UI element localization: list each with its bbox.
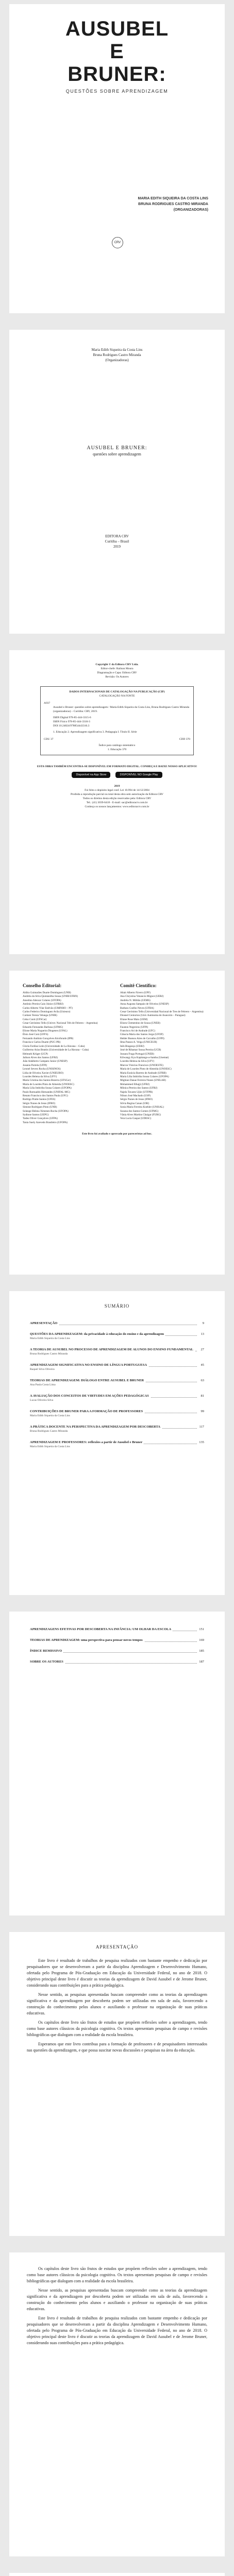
council-member: Sydione Santos (UEPG) [23,1113,49,1116]
toc-entry-page: 151 [199,1628,204,1631]
toc-entry-title: TEORIAS DE APRENDIZAGEM: DIÁLOGO ENTRE AUSUBEL E BRUNER [30,1379,145,1382]
editorial-council-title: Conselho Editorial: [23,983,62,988]
toc-entry[interactable] [30,1649,204,1653]
presentation-page-2 [9,2252,225,2556]
rights-line: Proibida a reprodução parcial ou total desta obra sem autorização da Editora CRV [70,793,164,796]
council-member: Gláucia Maria dos Santos Jorge (UFOP) [120,1033,163,1037]
council-member: Tania Suely Azevedo Brasileiro (UFOPA) [23,1121,68,1124]
council-member: Cesar Gerónimo Tello (Univer. Nacional Três de Febrero – Argentina) [23,1022,98,1025]
toc-entry[interactable] [30,1363,204,1372]
toc-entry-author: Maria Edith Siqueira da Costa Lins [30,1414,70,1417]
doi-line: DOI 10.24824/978854443316.3 [53,724,90,727]
toc-entry-page: 185 [199,1649,204,1653]
toc-list [30,1627,204,1664]
copyright-line: Diagramação e Capa: Editora CRV [97,671,137,674]
toc-entry-title: APRENDIZAGEM SIGNIFICATIVA NO ENSINO DE LÍNGUA PORTUGUESA [30,1363,148,1367]
toc-title: SUMÁRIO [104,1303,130,1309]
council-member: Maria Eurácia Barreto de Andrade (UFRB) [120,1071,166,1075]
toc-entry-title: ÍNDICE REMISSIVO [30,1649,63,1653]
council-member: Mônica Pereira dos Santos (UFRJ) [120,1087,158,1090]
council-member: Helder Buenos Aires de Carvalho (UFPI) [120,1037,164,1040]
council-member: Inês Bragança (UERJ) [120,1044,144,1048]
council-member: Míghian Danae Ferreira Nunes (UNILAB) [120,1079,166,1082]
toc-entry-title: APRENDIZAGENS EFETIVAS POR DESCOBERTA NA INFÂNCIA: UM OLHAR DA ESCOLA [30,1628,173,1631]
presentation-body [27,2266,207,2346]
toc-entry-page: 63 [200,1379,204,1382]
app-badges [9,772,225,778]
council-member: Anselmo Alencar Colares (UFOPA) [23,998,61,1002]
toc-entry-author: Maria Edith Siqueira da Costa Lins [30,1337,70,1340]
council-member: Simone Rodrigues Pinto (UNB) [23,1106,57,1109]
council-member: Fauston Negreiros (UFPI) [120,1025,148,1029]
council-member: Celso Conti (UFSCar) [23,1018,47,1021]
scientific-committee-title: Comitê Científico: [120,983,157,988]
toc-page [9,1291,225,1595]
presentation-page-3 [9,2573,225,2576]
presentation-title: APRESENTAÇÃO [95,1944,139,1950]
council-member: Francisco Carlos Duarte (PUC-PR) [23,1041,61,1044]
scientific-committee [120,983,211,1125]
toc-entry-title: TEORIAS DE APRENDIZAGEM: uma perspectiva para pensar novos tempos [30,1638,144,1642]
toc-entry[interactable] [30,1378,204,1387]
cdd-code: CDD 370 [179,738,190,741]
toc-entry-title: QUESTÕES DA APRENDIZAGEM: da privacidade à educação do ensino e da aprendizagem [30,1332,165,1336]
digital-note: ESTA OBRA TAMBÉM ENCONTRA-SE DISPONÍVEL EM FORMATO DIGITAL. CONHEÇA E BAIXE NOSSO APLICATIVO! [37,765,197,768]
council-member: Anna Augusta Sampaio de Oliveira (UNESP) [120,1003,169,1006]
publisher-city: Curitiba – Brasil [105,539,129,544]
council-member: Jailson Alves dos Santos (UFRJ) [23,1056,58,1059]
toc-entry[interactable] [30,1394,204,1403]
rights-line: Foi feito o depósito legal conf. Lei 10.994 de 14/12/2004 [85,789,149,792]
isbn-line: ISBN Físico 978-85-444-3316-3 [53,720,90,723]
council-member: Paulo Romualdo Hernandes (UNIFAL-MG) [23,1090,70,1094]
council-member: José de Ribamar Sousa Pereira (UCB) [120,1048,161,1052]
council-member: Andréia N. Militão (UEMS) [120,998,151,1002]
council-member: Lourdes Helena da Silva (UFV) [120,1060,155,1063]
toc-entry-title: A PRÁTICA DOCENTE NA PERSPECTIVA DA APRENDIZAGEM POR DESCOBERTA [30,1425,162,1429]
body-paragraph: Os capítulos deste livro são frutos de estudos que propõem reflexões sobre a aprendizagem, tendo como base autores clássicos da psicologia cognitiva. Os textos apresentam pesquisas de campo e revisões bibliográficas que dialogam com a realidade da escola brasileira. [27,2266,207,2283]
council-member: Elizeu Clementino de Souza (UNEB) [120,1022,160,1025]
council-member: João Adalberto Campato Junior (UNESP) [23,1060,68,1063]
title-page-authors [9,347,225,363]
publisher-name: EDITORA CRV [105,534,129,538]
cover-title-line: AUSUBEL [65,18,169,40]
rights-year: 2019 [114,785,120,788]
council-member: Élsio José Corá (UFFS) [23,1033,48,1037]
council-member: Mohammed Elhajji (UFRJ) [120,1082,150,1086]
toc-entry-title: APRESENTAÇÃO [30,1321,59,1325]
contact-line: Tel.: (41) 3039-6418 - E-mail: sac@editoracrv.com.br [86,801,148,804]
toc-entry-page: 117 [199,1425,204,1429]
cip-subtitle: CATALOGAÇÃO NA FONTE [99,694,135,698]
presentation-page [9,1932,225,2236]
council-member: Eliane Rose Maio (UEM) [120,1018,148,1021]
cover-title-line: E [110,40,124,63]
council-member: Nilson José Machado (USP) [120,1094,151,1097]
body-paragraph: Este livro é resultado de trabalhos de pesquisa realizados com bastante empenho e dedicação por pesquisadores que se desenvolveram a partir da disciplina Aprendizagem e Desenvolvimento Humano, ofertada pelo Programa de Pós-Graduação em Educação da Universidade Federal, no ano de 2018. O objetivo principal deste livro é discutir as teorias da aprendizagem de David Ausubel e de Jerome Bruner, considerando suas contribuições para a prática pedagógica. [27,1958,207,1988]
council-member: Marcos Vinicius Francisco (UNOESTE) [120,1063,163,1067]
rights-line: Todos os direitos desta edição reservados pela: Editora CRV [82,797,152,800]
google-play-badge[interactable]: DISPONÍVEL NO Google Play [115,772,162,778]
council-member: Aldira Guimarães Duarte Domínguez (UNB) [23,991,71,994]
council-member: Lídia de Oliveira Xavier (UNIEURO) [23,1071,63,1075]
toc-page-continued [9,1612,225,1916]
publisher-logo-icon: CRV [112,237,123,248]
body-paragraph: Esperamos que este livro contribua para a formação de professores e de pesquisadores interessados nas questões da aprendizagem, e que possa suscitar novas discussões e pesquisas na área da educação. [27,2042,207,2053]
council-member: Altair Alberto Fávero (UPF) [120,991,151,994]
cover-authors [87,196,208,213]
council-member: Andréia da Silva Quintanilha Sousa (UNIR/UFRN) [23,995,78,998]
toc-entry[interactable] [30,1321,204,1326]
council-member: Maria de Lourdes Pinto de Almeida (UNOESC) [120,1067,172,1071]
cdu-code: CDU 37 [44,738,54,741]
title-page [9,330,225,634]
council-member: Vera Lucia Gaspar (UDESC) [120,1117,152,1121]
cover-title-line: BRUNER: [68,63,166,86]
council-page [9,971,225,1275]
council-member: Solange Helena Ximenes-Rocha (UFOPA) [23,1109,69,1113]
body-paragraph: Nesse sentido, as pesquisas apresentadas buscam compreender como as teorias da aprendizagem significativa e da aprendizagem por descoberta podem ser utilizadas em sala de aula, favorecendo a construção do conhecimento pelos alunos e auxiliando o professor na organização de suas práticas educativas. [27,2288,207,2311]
toc-entry-author: Bruna Rodrigues Castro Miranda [30,1352,68,1355]
toc-entry-title: A TEORIA DE AUSUBEL NO PROCESSO DE APRENDIZAGEM DE ALUNOS DO ENSINO FUNDAMENTAL [30,1348,195,1351]
council-member: Josania Portela (UFPI) [23,1063,47,1067]
toc-entry-page: 81 [200,1394,204,1398]
title-page-title: AUSUBEL E BRUNER: [87,445,147,451]
editorial-council [23,983,114,1125]
toc-entry[interactable] [30,1409,204,1418]
toc-entry-title: APRENDIZAGEM E PROFESSORES: reflexões a partir de Ausubel e Bruner [30,1440,144,1444]
copyright-line: Editor-chefe: Railson Moura [101,667,133,670]
toc-entry-author: Ana Paula Costa Lima [30,1383,56,1386]
toc-entry[interactable] [30,1347,204,1357]
toc-entry[interactable] [30,1425,204,1434]
council-member: Najela Tavares Ujiie (UTFPR) [120,1090,153,1094]
toc-entry-title: SOBRE OS AUTORES [30,1660,65,1664]
author-name: Maria Edith Siqueira da Costa Lins [91,348,143,352]
index-title: Índice para catálogo sistemático [98,744,136,747]
author-name: Bruna Rodrigues Castro Miranda [93,353,141,357]
council-member: Leonel Severo Rocha (UNISINOS) [23,1067,61,1071]
cip-title: DADOS INTERNACIONAIS DE CATALOGAÇÃO NA PUBLICAÇÃO (CIP) [69,690,165,693]
council-member: Maria de Lourdes Pinto de Almeida (UNOESC) [23,1082,74,1086]
body-paragraph: Nesse sentido, as pesquisas apresentadas buscam compreender como as teorias da aprendizagem significativa e da aprendizagem por descoberta podem ser utilizadas em sala de aula, favorecendo a construção do conhecimento pelos alunos e auxiliando o professor na organização de suas práticas educativas. [27,1992,207,2015]
council-member: Ana Chrystina Venancio Mignot (UERJ) [120,995,164,998]
council-member: Sérgio Nunes de Jesus (IFRO) [23,1101,56,1105]
toc-entry-author: Raquel Silva Oliveira [30,1368,55,1371]
cip-body: Ausubel e Bruner: questões sobre aprendizagem / Maria Edith Siqueira da Costa Lins, Bruna Rodrigues Castro Miranda (organizadoras) – Curitiba: CRV, 2019. [53,706,190,713]
council-member: Antônio Pereira Gaio Júnior (UFRRJ) [23,1003,63,1006]
cover-author: MARIA EDITH SIQUEIRA DA COSTA LINS [138,197,208,200]
toc-entry-author: Bruna Rodrigues Castro Miranda [30,1430,68,1433]
toc-entry[interactable] [30,1440,204,1449]
publication-year: 2019 [113,545,121,549]
toc-entry-page: 135 [199,1440,204,1444]
council-member: Carlos Federico Dominguez Avila (Unieuro) [23,1010,71,1014]
toc-entry-author: Maria Edith Siqueira da Costa Lins [30,1445,70,1448]
council-member: Suzana dos Santos Gomes (UFMG) [120,1109,159,1113]
app-store-badge[interactable]: Disponível na App Store [72,772,110,778]
toc-entry[interactable] [30,1627,204,1632]
title-page-subtitle: questões sobre aprendizagem [93,452,141,456]
council-member: Elione Maria Nogueira Diogenes (UFAL) [23,1029,68,1033]
body-paragraph: Este livro é resultado de trabalhos de pesquisa realizados com bastante empenho e dedicação por pesquisadores que se desenvolveram a partir da disciplina Aprendizagem e Desenvolvimento Humano, ofertada pelo Programa de Pós-Graduação em Educação da Universidade Federal, no ano de 2018. O objetivo principal deste livro é discutir as teorias da aprendizagem de David Ausubel e de Jerome Bruner, considerando suas contribuições para a prática pedagógica. [27,2316,207,2345]
toc-entry-page: 187 [199,1660,204,1664]
council-member: Tadeu Oliver Gonçalves (UFPA) [23,1117,58,1121]
toc-entry-page: 169 [199,1638,204,1642]
copyright-credits [9,663,225,679]
toc-entry-title: CONTRIBUIÇÕES DE BRUNER PARA A FORMAÇÃO DE PROFESSORES [30,1410,144,1413]
toc-entry[interactable] [30,1659,204,1664]
council-member: Jussara Fraga Portugal (UNEB) [120,1052,154,1056]
cip-code: A937 [44,702,51,705]
council-member: Sérgio Nunes de Jesus (IFRO) [120,1098,153,1101]
council-member: Lourdes Helena da Silva (UFV) [23,1075,57,1078]
toc-list [30,1321,204,1449]
council-member: Maria Lília Imbiriba Sousa Colares (UFOPA) [120,1075,169,1078]
cover-author: BRUNA RODRIGUES CASTRO MIRANDA [138,202,208,206]
index-item: 1. Educação 370 [107,748,127,751]
copyright-page [9,650,225,954]
council-member: Kilwangy Kya Kapitango-a-Samba (Unemat) [120,1056,169,1059]
presentation-body [27,1958,207,2054]
toc-entry-author: Lucas Oliveira Silva [30,1399,54,1402]
council-member: Renato Francisco dos Santos Paula (UFG) [23,1094,68,1097]
cover-title [9,18,225,86]
copyright-line: Revisão: Os Autores [105,675,129,679]
site-line: Conheça os nossos lançamentos: www.editoracrv.com.br [85,805,149,808]
cip-subjects: 1. Educação 2. Aprendizagem significativa 3. Pedagogia I. Título II. Série [53,731,137,734]
cover-subtitle: QUESTÕES SOBRE APRENDIZAGEM [65,89,169,94]
council-member: Helmuth Krüger (UCP) [23,1052,48,1056]
council-member: Carlos Alberto Vilar Estêvão (UMINHO – PT) [23,1006,73,1010]
copyright-line: Copyright © da Editora CRV Ltda. [95,663,139,666]
council-member: Vânia Alves Martins Chaigar (FURG) [120,1113,161,1116]
council-member: Maria Lília Imbiriba Sousa Colares (UFOPA) [23,1087,72,1090]
author-role: (Organizadoras) [105,358,129,362]
toc-entry-page: 13 [200,1332,204,1336]
cip-box [40,686,194,755]
toc-entry-title: A AVALIAÇÃO DOS CONCEITOS DE VIRTUDES EM AÇÕES PEDAGÓGICAS [30,1394,151,1398]
council-member: Cesar Gerónimo Tello (Universidad Nacional de Tres de Febrero – Argentina) [120,1010,204,1014]
council-member: Francisco Ari de Andrade (UFC) [120,1029,155,1033]
body-paragraph: Os capítulos deste livro são frutos de estudos que propõem reflexões sobre a aprendizagem, tendo como base autores clássicos da psicologia cognitiva. Os textos apresentam pesquisas de campo e revisões bibliográficas que dialogam com a realidade da escola brasileira. [27,2020,207,2037]
council-member: Guillermo Arias Beatón (Universidade de La Havana – Cuba) [23,1048,89,1052]
council-member: Ilma Passos A. Veiga (UNICEUB) [120,1041,157,1044]
council-member: Sonia Maria Ferreira Koehler (UNISAL) [120,1106,164,1109]
toc-entry-page: 9 [202,1321,204,1325]
council-member: Eduardo Fernandes Barbosa (UFMG) [23,1025,63,1029]
council-member: Maria Cristina dos Santos Bezerra (UFSCar) [23,1079,71,1082]
toc-entry[interactable] [30,1332,204,1341]
toc-entry[interactable] [30,1638,204,1642]
council-member: Diosnel Centurion (Univ Autónoma de Asunción – Paraguai) [120,1014,186,1018]
toc-entry-page: 45 [200,1363,204,1367]
council-member: Gloria Fariñas León (Universidade de La Havana – Cuba) [23,1044,85,1048]
title-page-imprint [9,534,225,549]
cover-author: (ORGANIZADORAS) [173,208,208,212]
cover-page [9,4,225,313]
council-member: Silvia Regina Canan (URI) [120,1101,149,1105]
toc-entry-page: 99 [200,1410,204,1413]
council-member: Rodrigo Pratte-Santos (UFES) [23,1098,56,1101]
toc-entry-page: 27 [200,1348,204,1351]
isbn-line: ISBN Digital 978-85-444-3315-6 [53,716,91,719]
council-member: Fernando Antônio Gonçalves Alcoforado (IPB) [23,1037,74,1040]
peer-review-note: Este livro foi avaliado e aprovado por pareceristas ad hoc. [82,1132,152,1136]
council-member: Barbara Coelho Neves (UFBA) [120,1006,154,1010]
council-member: Carmen Tereza Velanga (UNIR) [23,1014,57,1018]
